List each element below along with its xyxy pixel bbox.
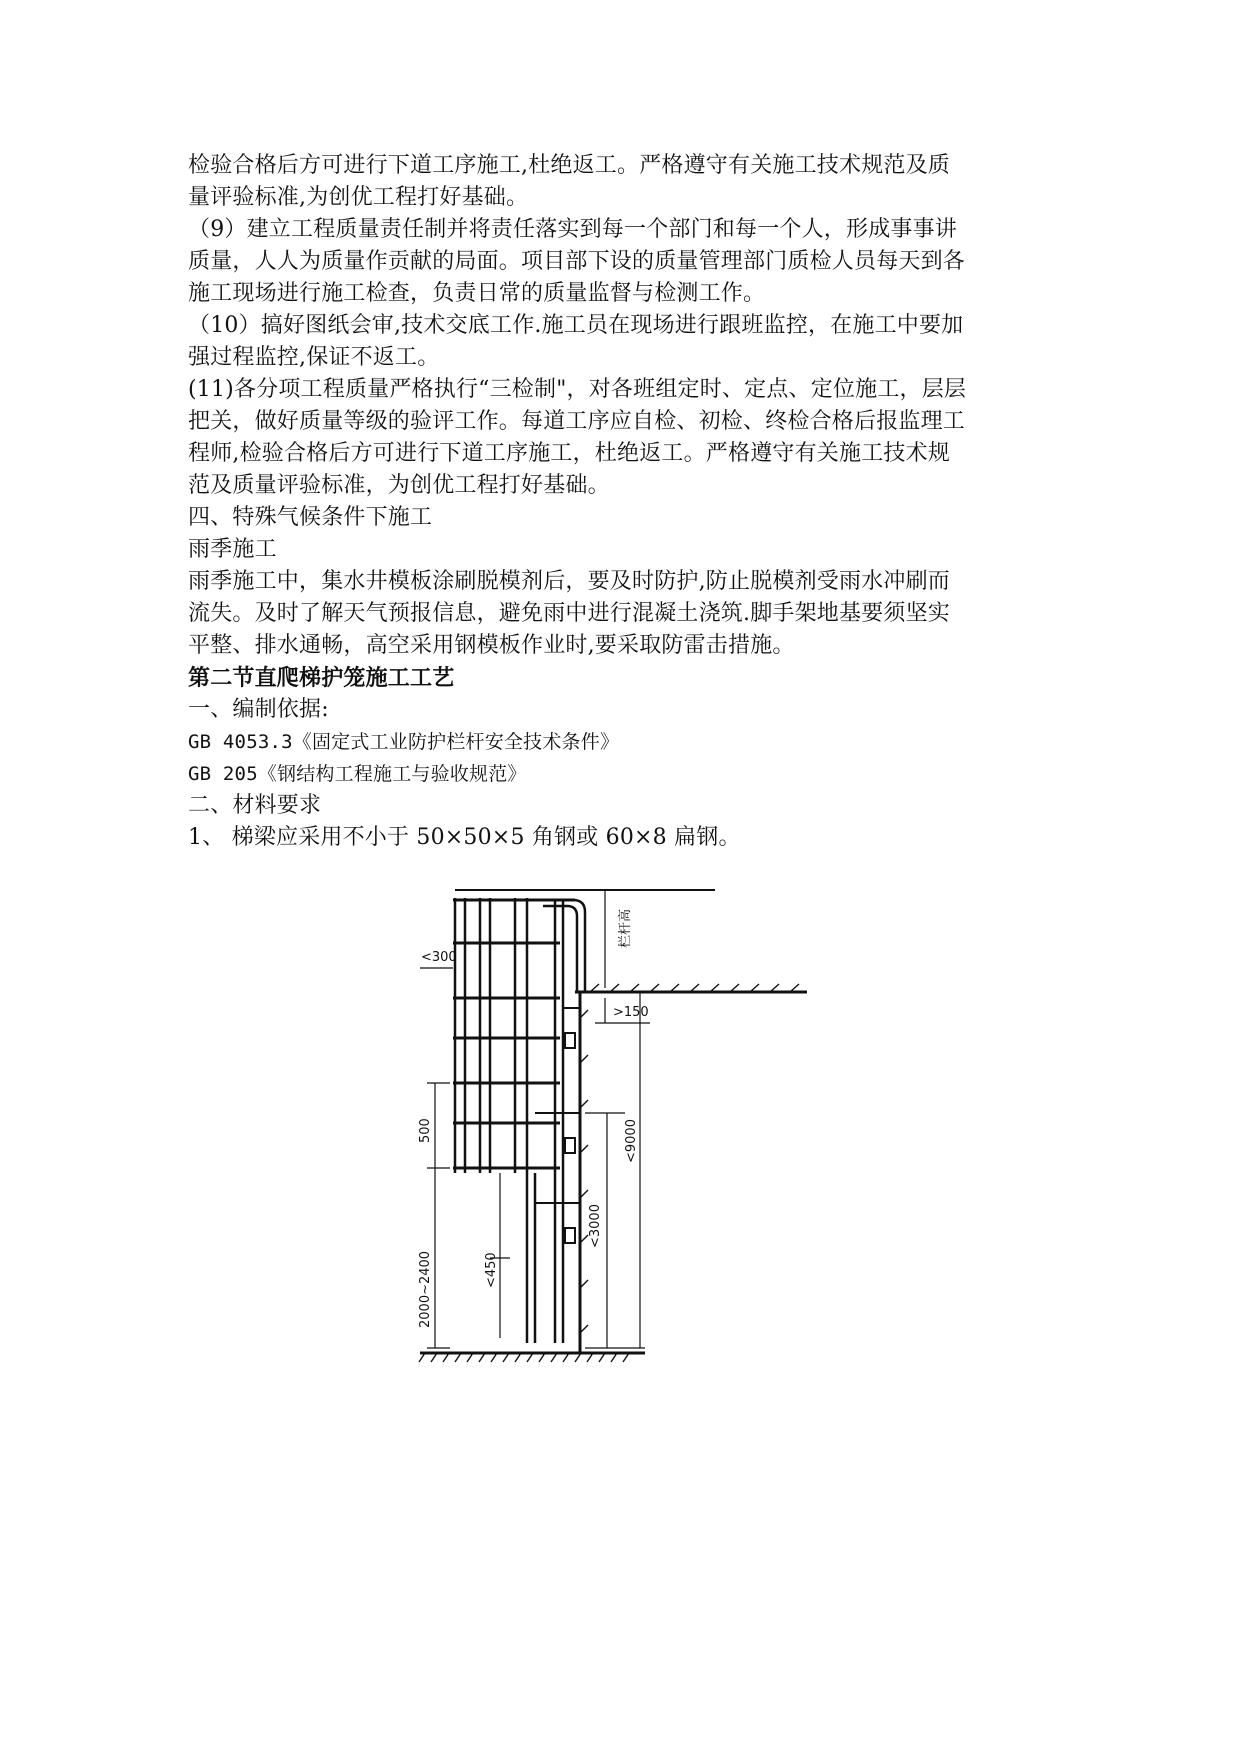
ladder-cage-diagram xyxy=(415,888,813,1378)
section-heading: 一、编制依据: xyxy=(188,697,329,722)
list-item: 1、 梯梁应采用不小于 50×50×5 角钢或 60×8 扁钢。 xyxy=(188,825,741,850)
paragraph-line: 量评验标准,为创优工程打好基础。 xyxy=(188,185,529,210)
paragraph-line: 质量，人人为质量作贡献的局面。项目部下设的质量管理部门质检人员每天到各 xyxy=(188,249,966,274)
chapter-section-title: 第二节直爬梯护笼施工工艺 xyxy=(188,665,455,691)
label-lt3000: <3000 xyxy=(588,1204,603,1248)
paragraph-line: 雨季施工中，集水井模板涂刷脱模剂后，要及时防护,防止脱模剂受雨水冲刷而 xyxy=(188,569,950,594)
paragraph-line: 强过程监控,保证不返工。 xyxy=(188,345,440,370)
subsection-heading: 雨季施工 xyxy=(188,537,277,562)
paragraph-line: 范及质量评验标准，为创优工程打好基础。 xyxy=(188,473,610,498)
label-lt9000: <9000 xyxy=(624,1119,639,1163)
section-heading: 四、特殊气候条件下施工 xyxy=(188,505,433,530)
paragraph-line: 施工现场进行施工检查，负责日常的质量监督与检测工作。 xyxy=(188,281,766,306)
label-500: 500 xyxy=(418,1118,433,1143)
label-2000-2400: 2000~2400 xyxy=(418,1250,433,1328)
label-lt300: <300 xyxy=(421,950,457,965)
paragraph-line: (11)各分项工程质量严格执行“三检制"，对各班组定时、定点、定位施工，层层 xyxy=(188,377,967,402)
paragraph-line: 把关，做好质量等级的验评工作。每道工序应自检、初检、终检合格后报监理工 xyxy=(188,409,966,434)
label-lt450: <450 xyxy=(484,1252,499,1288)
paragraph-line: 平整、排水通畅，高空采用钢模板作业时,要采取防雷击措施。 xyxy=(188,633,795,658)
paragraph-line: 检验合格后方可进行下道工序施工,杜绝返工。严格遵守有关施工技术规范及质 xyxy=(188,153,950,178)
standard-reference: GB 4053.3《固定式工业防护栏杆安全技术条件》 xyxy=(188,731,620,753)
label-gt150: >150 xyxy=(613,1005,649,1020)
paragraph-line: 程师,检验合格后方可进行下道工序施工，杜绝返工。严格遵守有关施工技术规 xyxy=(188,441,950,466)
paragraph-line: 流失。及时了解天气预报信息，避免雨中进行混凝土浇筑.脚手架地基要须坚实 xyxy=(188,601,950,626)
paragraph-line: （9）建立工程质量责任制并将责任落实到每一个部门和每一个人，形成事事讲 xyxy=(188,217,957,242)
label-railing-height: 栏杆高 xyxy=(618,908,633,948)
standard-reference: GB 205《钢结构工程施工与验收规范》 xyxy=(188,763,527,785)
document-body xyxy=(188,150,1058,854)
cage-rails xyxy=(455,898,527,1173)
ladder-cage-svg xyxy=(415,888,813,1378)
paragraph-line: （10）搞好图纸会审,技术交底工作.施工员在现场进行跟班监控，在施工中要加 xyxy=(188,313,964,338)
section-heading: 二、材料要求 xyxy=(188,793,322,818)
